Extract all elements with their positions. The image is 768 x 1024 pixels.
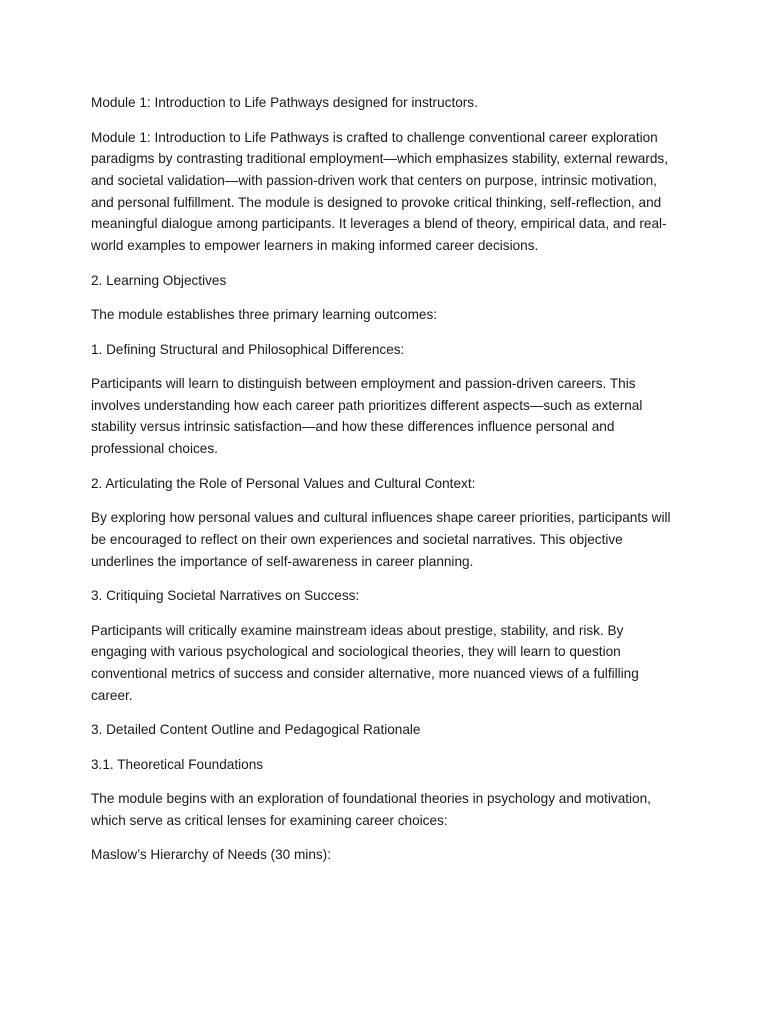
document-title: Module 1: Introduction to Life Pathways designed for instructors. [91,95,478,110]
document-page [91,92,681,879]
maslow-heading: Maslow’s Hierarchy of Needs (30 mins): [91,847,331,863]
objective-3-body: Participants will critically examine mainstream ideas about prestige, stability, and risk. By engaging with various psychological and sociological theories, they will learn to question conventional metrics of success and consider alternative, more nuanced views of a fulfilling career. [91,622,639,703]
objective-3-heading: 3. Critiquing Societal Narratives on Success: [91,588,360,604]
objective-2-body: By exploring how personal values and cultural influences shape career priorities, participants will be encouraged to reflect on their own experiences and societal narratives. This objective underlines the importance of self-awareness in career planning. [91,510,671,569]
theoretical-foundations-paragraph: The module begins with an exploration of foundational theories in psychology and motivation, which serve as critical lenses for examining career choices: [91,791,651,828]
objective-1-body: Participants will learn to distinguish between employment and passion-driven careers. This involves understanding how each career path prioritizes different aspects—such as external stability versus intrinsic satisfaction—and how these differences influence personal and professional choices. [91,376,643,457]
objective-1-heading: 1. Defining Structural and Philosophical Differences: [91,341,405,357]
section-heading-content-outline: 3. Detailed Content Outline and Pedagogical Rationale [91,722,421,738]
section-heading-learning-objectives: 2. Learning Objectives [91,272,227,288]
intro-paragraph: Module 1: Introduction to Life Pathways is crafted to challenge conventional career exploration paradigms by contrasting traditional employment—which emphasizes stability, external rewards, and societal validation—with passion-driven work that centers on purpose, intrinsic motivation, and personal fulfillment. The module is designed to provoke critical thinking, self-reflection, and meaningful dialogue among participants. It leverages a blend of theory, empirical data, and real-world examples to empower learners in making informed career decisions. [91,129,668,254]
objective-2-heading: 2. Articulating the Role of Personal Values and Cultural Context: [91,475,476,491]
learning-outcomes-lead: The module establishes three primary learning outcomes: [91,307,438,323]
subsection-heading-theoretical-foundations: 3.1. Theoretical Foundations [91,756,264,772]
